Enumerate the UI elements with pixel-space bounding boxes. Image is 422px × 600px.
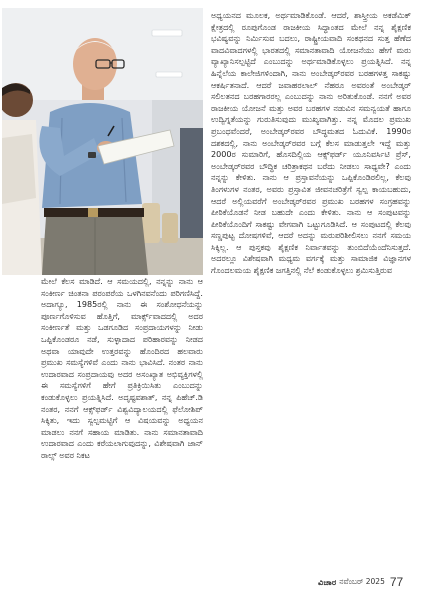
page-number: 77 xyxy=(389,575,404,589)
article-photo xyxy=(2,8,203,275)
magazine-logo: ವಿಚಾರ xyxy=(318,576,337,587)
article-text-column-left: ಮೇಲೆ ಕೆಲಸ ಮಾಡಿದೆ. ಆ ಸಮಯದಲ್ಲಿ, ನನ್ನನ್ನು ನಾನು ಆ ಸಂಕೀರ್ಣ ಚಿಂತನಾ ಪರಂಪರೆಯ ಒಳಗಿನವನೆಂದು ಪರಿಗಣಿಸಿದ್ದೆ. ಅದಾಗ್ಯೂ, 1985ರಲ್ಲಿ ನಾನು ಈ ಸಂಶೋಧನೆಯನ್ನು ಪೂರ್ಣಗೊಳಿಸುವ ಹೊತ್ತಿಗೆ, ಮಾರ್ಕ್ಸ್‌ವಾದದಲ್ಲಿ ಅದರ ಸಂಕೀರ್ಣತೆ ಮತ್ತು ಒಡಗೂಡಿದ ಸಂಪ್ರದಾಯಗಳನ್ನು ನೀಡು ಒಪ್ಪಿಕೊಂಡರೂ ನಡೆ, ಸುಳ್ಳಾದಾದ ಪರಿಹಾರವನ್ನು ನೀಡದ ಅಥವಾ ಯಾವುದೇ ಉತ್ತರವನ್ನು ಹೊಂದಿರದ ಹಲವಾರು ಪ್ರಮುಖ ಸಮಸ್ಯೆಗಳಿವೆ ಎಂದು ನಾನು ಭಾವಿಸಿದೆ. ನಂತರ ನಾನು ಉದಾರವಾದ ಸಂಪ್ರದಾಯವು ಅದರ ಅಸಂಖ್ಯಾತ ಅಭಿವ್ಯಕ್ತಿಗಳಲ್ಲಿ ಈ ಸಮಸ್ಯೆಗಳಿಗೆ ಹೇಗೆ ಪ್ರತಿಕ್ರಿಯಿಸಿತು ಎಂಬುದನ್ನು ಕಂಡುಕೊಳ್ಳಲು ಪ್ರಯತ್ನಿಸಿದೆ. ಅದೃಷ್ಟವಶಾತ್, ನನ್ನ ಪಿಹೆಚ್.ಡಿ ನಂತರ, ನನಗೆ ಆಕ್ಸ್‌ಫರ್ಡ್ ವಿಶ್ವವಿದ್ಯಾಲಯದಲ್ಲಿ ಫೆಲೋಶಿಪ್ ಸಿಕ್ಕಿತು, ಇದು ಸ್ವಲ್ಪಮಟ್ಟಿಗೆ ಆ ವಿಷಯವನ್ನು ಅಧ್ಯಯನ ಮಾಡಲು ನನಗೆ ಸಹಾಯ ಮಾಡಿತು. ನಾನು ಸಮಾನತಾವಾದಿ ಉದಾರವಾದ ಎಂದು ಕರೆಯಲಾಗುವುದನ್ನು, ವಿಶೇಷವಾಗಿ ಜಾನ್ ರಾಲ್ಸ್ ಅವರ ನಿಕಟ xyxy=(41,277,203,460)
article-text-column-right: ಅಧ್ಯಯನದ ಮೂಲಕ, ಅರ್ಥಮಾಡಿಕೊಂಡೆ. ಆದರೆ, ಶಾಸ್ತ್ರೀಯ ಅಕಡೆಮಿಕ್ ಕ್ಷೇತ್ರದಲ್ಲಿ ರೂಪುಗೊಂಡ ರಾಜಕೀಯ ಸಿದ್ಧಾಂತದ ಮೇಲೆ ನನ್ನ ಶೈಕ್ಷಣಿಕ ಭವಿಷ್ಯವನ್ನು ನಿರ್ಮಿಸುವ ಬದಲು, ರಾಷ್ಟ್ರೀಯವಾದಿ ಸಂಕಥನದ ಸುತ್ತ ಹೆಣೆದ ವಾದವಿವಾದಗಳಲ್ಲಿ ಭಾರತದಲ್ಲಿ ಸಮಾನತಾವಾದಿ ಯೋಜನೆಯು ಹೇಗೆ ಮರು ವ್ಯಾಖ್ಯಾನಿಸಲ್ಪಟ್ಟಿದೆ ಎಂಬುದನ್ನು ಅರ್ಥಮಾಡಿಕೊಳ್ಳಲು ಪ್ರಯತ್ನಿಸಿದೆ. ನನ್ನ ಹಿನ್ನೆಲೆಯ ಕಾಲೇಜಿಗಳಿಂದಾಗಿ, ನಾನು ಅಂಬೇಡ್ಕರ್‌ರವರ ಬರಹಗಳತ್ತ ಸಾಕಷ್ಟು ಆಕರ್ಷಿತನಾದೆ. ಆದರೆ ಜವಾಹರಲಾಲ್ ನೆಹರೂ ಅವರಂತೆ ಅಂಬೇಡ್ಕರ್ ಸಲಿಲತನದ ಬರಹಗಾರರಲ್ಲ ಎಂಬುದನ್ನು ನಾನು ಅರಿತುಕೊಂಡೆ. ನನಗೆ ಅವರ ರಾಜಕೀಯ ಯೋಜನೆ ಮತ್ತು ಅವರ ಬರಹಗಳ ನಡುವಿನ ಸಮನ್ವಯತೆ ಹಾಗೂ ಉದ್ವಿಗ್ನತೆಯನ್ನು ಗುರುತಿಸುವುದು ಮುಖ್ಯವಾಗಿತ್ತು. ನನ್ನ ಮೊದಲ ಪ್ರಮುಖ ಪ್ರಬಂಧವೆಂದರೆ, ಅಂಬೇಡ್ಕರ್‌ರವರ ಬೌದ್ಧಮತದ ಓದುವಿಕೆ. 1990ರ ದಶಕದಲ್ಲಿ, ನಾನು ಅಂಬೇಡ್ಕರ್‌ರವರ ಬಗ್ಗೆ ಕೆಲಸ ಮಾಡುತ್ತಲೇ ಇದ್ದೆ ಮತ್ತು 2000ರ ಸುಮಾರಿಗೆ, ಹೊಸದಿಲ್ಲಿಯ ಆಕ್ಸ್‌ಫರ್ಡ್ ಯೂನಿವರ್ಸಿಟಿ ಪ್ರೆಸ್, ಅಂಬೇಡ್ಕರ್‌ರವರ ಬೌದ್ಧಿಕ ಚರಿತ್ರಾಕಥನ ಬರೆದು ನೀಡಲು ಸಾಧ್ಯವೇ? ಎಂದು ನನ್ನನ್ನು ಕೇಳಿತು. ನಾನು ಆ ಪ್ರಸ್ತಾವನೆಯನ್ನು ಒಪ್ಪಿಕೊಂಡಿರಲಿಲ್ಲ, ಕೆಲವು ತಿಂಗಳುಗಳ ನಂತರ, ಅವರು ಪ್ರಸ್ತಾವಿತ ಜೀವನಚರಿತ್ರೆಗೆ ಸ್ವಲ್ಪ ಕಾಯಬಹುದು, ಆದರೆ ಅಲ್ಲಿಯವರೆಗೆ ಅಂಬೇಡ್ಕರ್‌ರವರ ಪ್ರಮುಖ ಬರಹಗಳ ಸಂಗ್ರಹವನ್ನು ಪೀಠಿಕೆಯೊಡನೆ ನೀಡ ಬಹುದೇ ಎಂದು ಕೇಳಿತು. ನಾನು ಆ ಸಂಪುಟವನ್ನು ಪೀಠಿಕೆಯೊಂದಿಗೆ ಸಾಕಷ್ಟು ವೇಗವಾಗಿ ಒಟ್ಟುಗೂಡಿಸಿದೆ. ಆ ಸಂಪುಟದಲ್ಲಿ ಕೆಲವು ಸಣ್ಣಪುಟ್ಟ ದೋಷಗಳಿವೆ, ಆದರೆ ಅದನ್ನು ಮರುಪರಿಶೀಲಿಸಲು ನನಗೆ ಸಮಯ ಸಿಕ್ಕಿಲ್ಲ. ಆ ಪುಸ್ತಕವು ಶೈಕ್ಷಣಿಕ ನಿರ್ವಾತವನ್ನು ತುಂಬಿದೆಯೆಂದೆನಿಸುತ್ತದೆ. ಅದರಲ್ಲೂ ವಿಶೇಷವಾಗಿ ಮಧ್ಯಮ ವರ್ಗಕ್ಕೆ ಮತ್ತು ಸಾಮಾಜಿಕ ವಿಜ್ಞಾನಗಳ ಗೊಂದಲಮಯ ಶೈಕ್ಷಣಿಕ ಜಗತ್ತಿನಲ್ಲಿ ನೆಲೆ ಕಂಡುಕೊಳ್ಳಲು ಶ್ರಮಿಸುತ್ತಿರುವ xyxy=(211,11,411,276)
issue-date: ನವೆಂಬರ್ 2025 xyxy=(339,577,385,586)
page-footer xyxy=(318,574,403,590)
